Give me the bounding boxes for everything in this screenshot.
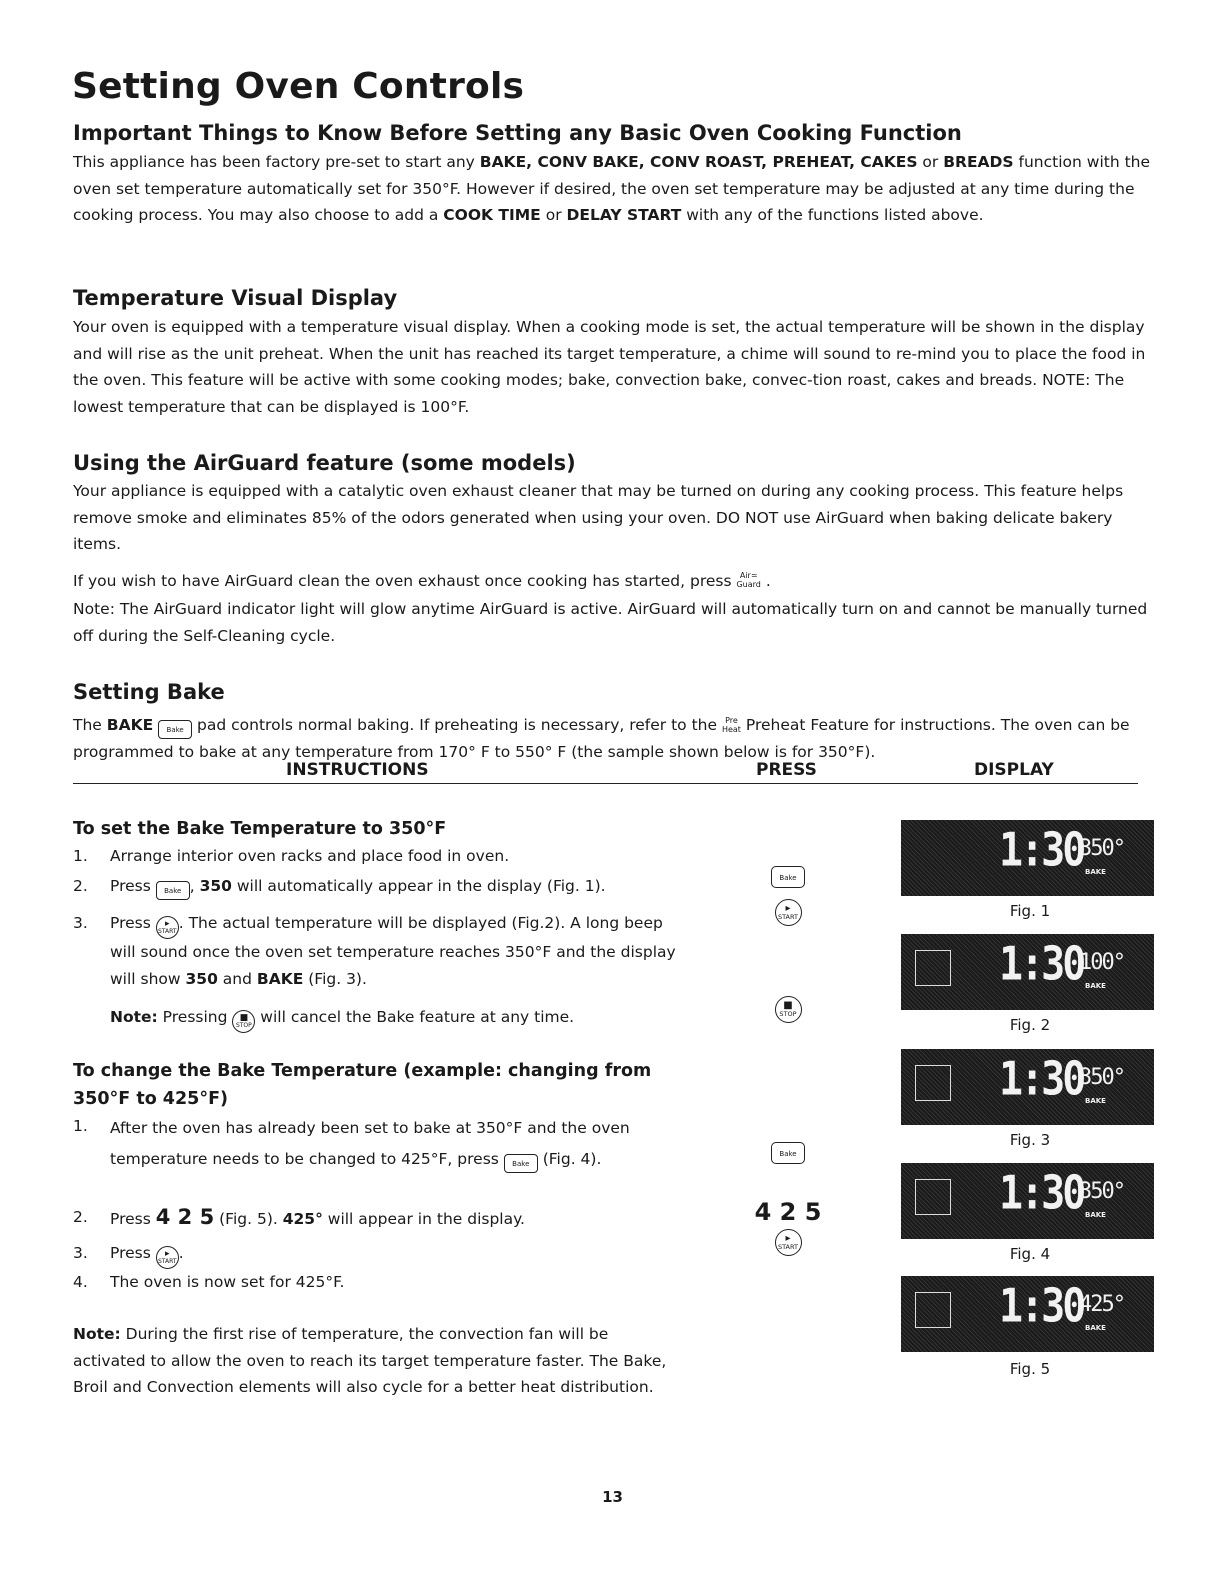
display-indicator-box: [915, 1179, 951, 1215]
fig-label-4: Fig. 4: [1009, 1245, 1051, 1263]
page-number: 13: [602, 1488, 623, 1506]
set-bake-temp-heading: To set the Bake Temperature to 350°F: [73, 819, 447, 839]
fig-label-2: Fig. 2: [1009, 1016, 1051, 1034]
oven-display-fig3: 1:30 350° BAKE: [901, 1049, 1154, 1125]
start-key-icon: ▸ START: [775, 899, 802, 926]
fig-label-1: Fig. 1: [1009, 902, 1051, 920]
oven-display-fig1: 1:30 350° BAKE: [901, 820, 1154, 896]
airguard-body-1: Your appliance is equipped with a catalytic oven exhaust cleaner that may be turned on during any cooking process. This feature helps remove smoke and eliminates 85% of the odors generated when using your oven. DO NOT use AirGuard when baking delicate bakery items.: [73, 482, 1124, 553]
stop-key-icon: ■ STOP: [232, 1010, 255, 1033]
instructions-column-header: INSTRUCTIONS: [73, 755, 728, 784]
setting-bake-heading: Setting Bake: [73, 680, 225, 704]
fig-label-5: Fig. 5: [1009, 1360, 1051, 1378]
airguard-key-icon: Air≃ Guard: [736, 571, 761, 589]
manual-page: Setting Oven Controls Important Things to Know Before Setting any Basic Oven Cooking Function This appliance has been factory pre-set to start any BAKE, CONV BAKE, CONV ROAST, PREHEAT, CAKES or BREADS function with the oven set temperature automatically set for 350°F. However if desired, the oven set temperature may be adjusted at any time during the cooking process. You may also choose to add a COOK TIME or DELAY START with any of the functions listed above. Temperature Visual Display Your oven is equipped with a temperature visual display. When a cooking mode is set, the actual temperature will be shown in the display and will rise as the unit preheat. When the unit has reached its target temperature, a chime will sound to re-mind you to place the food in the oven. This feature will be active with some cooking modes; bake, convection bake, convec-tion roast, cakes and breads. NOTE: The lowest temperature that can be displayed is 100°F. Using the AirGuard feature (some models) Your appliance is equipped with a catalytic oven exhaust cleaner that may be turned on during any cooking process. This feature helps remove smoke and eliminates 85% of the odors generated when using your oven. DO NOT use AirGuard when baking delicate bakery items. If you wish to have AirGuard clean the oven exhaust once cooking has started, press Air≃ Guard . Note: The AirGuard indicator light will glow anytime AirGuard is active. AirGuard will automatically turn on and cannot be manually turned off during the Self-Cleaning cycle. Setting Bake The BAKE Bake pad controls normal baking. If preheating is necessary, refer to the Pre Heat Preheat Feature for instructions. The oven can be programmed to bake at any temperature from 170° F to 550° F (the sample shown below is for 350°F). INSTRUCTIONS PRESS DISPLAY To set the Bake Temperature to 350°F 1. Arrange interior oven racks and place food in oven. 2. Press Bake , 350 will automatically appear in the display (Fig. 1). 3. Press ▸ START . The actual temperature will be displayed (Fig.2). A long beep will sound once the oven set temperature reaches 350°F and the display will show 350 and BAKE (Fig. 3). Note: Pressing ■ STOP will cancel the Bake feature at any time. To change the Bake Temperature (example: changing from 350°F to 425°F) 1. After the oven has already been set to bake at 350°F and the oven temperature needs to be changed to 425°F, press Bake (Fig. 4). 2. Press 4 2 5 (Fig. 5). 425° will appear in the display. 3. Press ▸ START . 4. The oven is now set for 425°F. Note: During the first rise of temperature, the convection fan will be activated to allow the oven to reach its target temperature faster. The Bake, Broil and Convection elements will also cycle for a better heat distribution. Bake ▸ START ■ STOP Bake 4 2 5 ▸ START 1:30 350° BAKE Fig. 1 1:30 100° BAKE Fig. 2 1:30 350° BAKE Fig. 3 1:30 350° BAKE Fig. 4 1:30 425° BAKE Fig. 5 13: [0, 0, 1225, 1585]
display-column-header: DISPLAY: [888, 755, 1138, 784]
press-start-key-2[interactable]: [763, 1229, 813, 1256]
preheat-key-icon: Pre Heat: [721, 716, 741, 734]
airguard-heading: Using the AirGuard feature (some models): [73, 451, 576, 475]
temp-display-body: Your oven is equipped with a temperature visual display. When a cooking mode is set, the actual temperature will be shown in the display and will rise as the unit preheat. When the unit has reached its target temperature, a chime will sound to re-mind you to place the food in the oven. This feature will be active with some cooking modes; bake, convection bake, convec-tion roast, cakes and breads. NOTE: The lowest temperature that can be displayed is 100°F.: [73, 318, 1146, 416]
important-body: This appliance has been factory pre-set to start any BAKE, CONV BAKE, CONV ROAST, PREHEAT, CAKES or BREADS function with the oven set temperature automatically set for 350°F. However if desired, the oven set temperature may be adjusted at any time during the cooking process. You may also choose to add a COOK TIME or DELAY START with any of the functions listed above.: [73, 153, 1151, 224]
display-indicator-box: [915, 1065, 951, 1101]
press-start-key[interactable]: [763, 899, 813, 926]
display-indicator-box: [915, 1292, 951, 1328]
start-key-icon: ▸ START: [156, 916, 179, 939]
setting-bake-body: The BAKE Bake pad controls normal baking. If preheating is necessary, refer to the Pre Heat Preheat Feature for instructions. The oven can be programmed to bake at any temperature from 170° F to 550° F (the sample shown below is for 350°F).: [73, 716, 1130, 761]
set-step-3: 3. Press ▸ START . The actual temperature will be displayed (Fig.2). A long beep will sound once the oven set temperature reaches 350°F and the display will show 350 and BAKE (Fig. 3).: [73, 914, 676, 988]
press-bake-key[interactable]: Bake: [763, 866, 813, 888]
temp-display-heading: Temperature Visual Display: [73, 286, 398, 310]
bake-key-icon: Bake: [158, 720, 192, 739]
oven-display-fig4: 1:30 350° BAKE: [901, 1163, 1154, 1239]
airguard-note: Note: The AirGuard indicator light will glow anytime AirGuard is active. AirGuard will automatically turn on and cannot be manually turned off during the Self-Cleaning cycle.: [73, 600, 1148, 645]
press-425-keys[interactable]: 4 2 5: [754, 1198, 822, 1226]
fig-label-3: Fig. 3: [1009, 1131, 1051, 1149]
oven-display-fig5: 1:30 425° BAKE: [901, 1276, 1154, 1352]
press-column-header: PRESS: [728, 755, 888, 784]
oven-display-fig2: 1:30 100° BAKE: [901, 934, 1154, 1010]
important-heading: Important Things to Know Before Setting any Basic Oven Cooking Function: [73, 121, 962, 145]
bake-key-icon: Bake: [156, 881, 190, 900]
change-step-1: 1. After the oven has already been set to bake at 350°F and the oven temperature needs to be changed to 425°F, press Bake (Fig. 4).: [73, 1113, 683, 1193]
press-stop-key[interactable]: [763, 996, 813, 1023]
convection-note: Note: During the first rise of temperature, the convection fan will be activated to allow the oven to reach its target temperature faster. The Bake, Broil and Convection elements will also cycle for a better heat distribution.: [73, 1325, 667, 1396]
start-key-icon: ▸ START: [156, 1246, 179, 1269]
page-title: Setting Oven Controls: [72, 66, 525, 107]
bake-key-icon: Bake: [504, 1154, 538, 1173]
airguard-body-2: If you wish to have AirGuard clean the oven exhaust once cooking has started, press Air≃ Guard .: [73, 571, 771, 590]
stop-key-icon: ■ STOP: [775, 996, 802, 1023]
start-key-icon: ▸ START: [775, 1229, 802, 1256]
change-bake-temp-heading: To change the Bake Temperature (example: changing from 350°F to 425°F): [73, 1061, 652, 1109]
display-indicator-box: [915, 950, 951, 986]
press-bake-key-2[interactable]: Bake: [763, 1142, 813, 1164]
